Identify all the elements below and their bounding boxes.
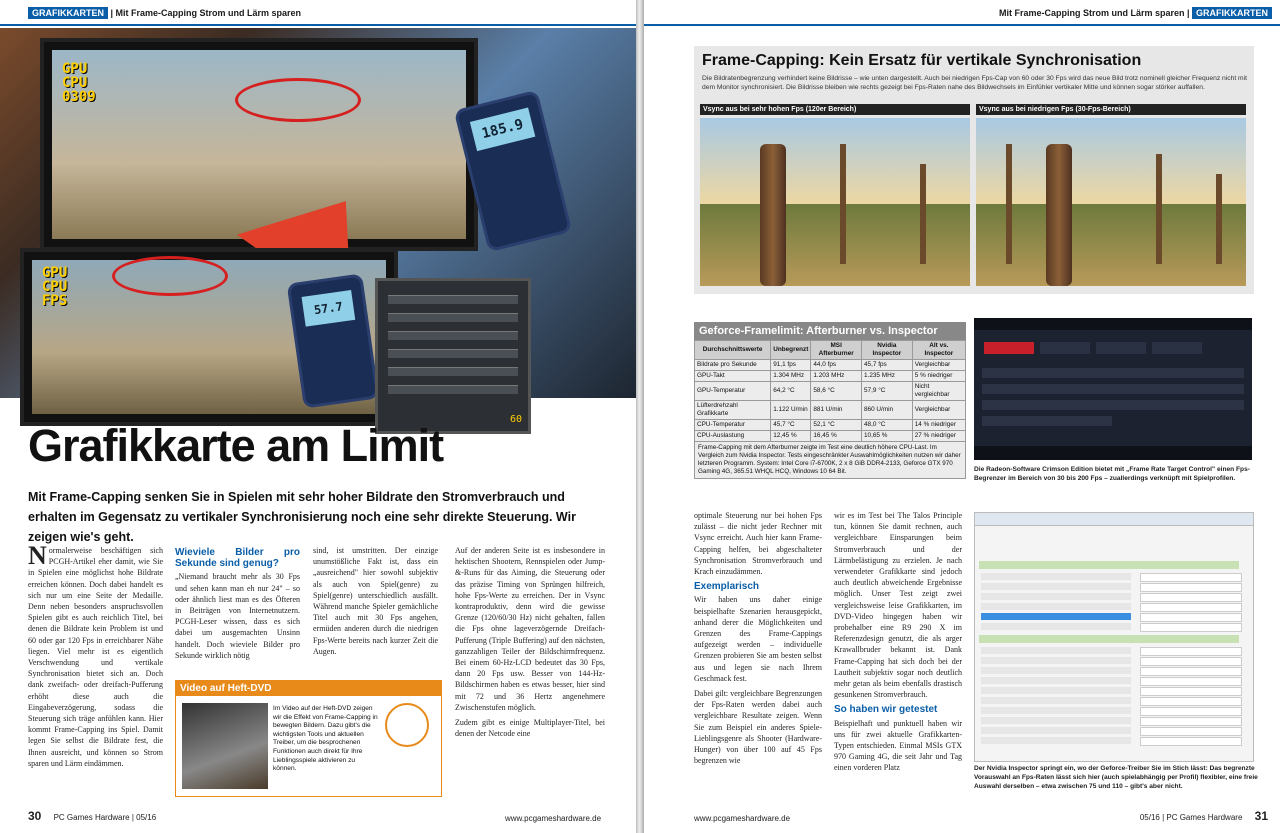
footer-magazine-right: 05/16 | PC Games Hardware — [1139, 813, 1243, 822]
body-text-3: sind, ist umstritten. Der einzige unumstößliche Fakt ist, dass ein „ausreichend" hier sowohl subjektiv als auch von Spiel(genre) zu Spiel(genre) unterschiedlich ausfällt. Während manche Spieler gemächliche Titel auch mit 30 Fps angehen, ermüden anderen durch die niedrigen Fps-Werte bereits nach kurzer Zeit die Augen. — [313, 546, 438, 656]
screenshot-high-fps — [700, 104, 970, 286]
body-column-3 — [313, 545, 438, 661]
right-header-rule — [644, 24, 1280, 26]
left-footer — [28, 809, 156, 823]
nvidia-inspector-screenshot — [974, 512, 1254, 762]
right-body-text-2: wir es im Test bei The Talos Principle tun, können Sie damit rechnen, auch vergleichbare Einsparungen beim Stromverbrauch und der Lärmbelästigung zu erzielen. Je nach verwendeter Grafikkarte sind jedoch auch deutlich abweichende Ergebnisse möglich. Unser Test zeigt zwei vergleichsweise leise Grafikkarten, im DVD-Video hingegen haben wir probehalber eine R9 290 X im Referenzdesign genutzt, die als arger Krawallbruder bekannt ist. Dank Frame-Capping hat sich doch bei der Lautheit subjektiv sogar noch deutlich mehr getan als beim ebenfalls drastisch gesunkenen Stromverbrauch. — [834, 511, 962, 700]
article-lede: Mit Frame-Capping senken Sie in Spielen mit sehr hoher Bildrate den Stromverbrauch und erhalten im Gegensatz zu vertikaler Synchronisierung noch eine sehr direkte Steuerung. Wir zeigen wie's geht. — [28, 490, 576, 544]
infobox-text: Die Bildratenbegrenzung verhindert keine Bildrisse – wie unten dargestellt. Auch bei niedrigen Fps-Cap von 60 oder 30 Fps wird das neue Bild trotz nominell gleicher Frequenz nicht mit dem Monitor synchronisiert. Die Bildrisse bleiben wie rechts gezeigt bei Fps-Raten nahe des Bildwechsels im Einfühler vertikaler Mitte und können sogar störker auffallen. — [702, 75, 1247, 91]
right-body-text-1c: Dabei gilt: vergleichbare Begrenzungen der Fps-Raten werden dabei auch vergleichbare Resultate zeigen. Wenn Sie zum Beispiel ein anderes Spiele-Lieblingsgenre als Shooter (Hardware-Hunger) von über 100 auf 45 Fps begrenzen wie — [694, 689, 822, 766]
hero-image — [0, 28, 636, 425]
right-body-column-1 — [694, 510, 822, 770]
video-thumbnail — [182, 703, 268, 789]
fps-overlay-top: GPU CPU 0309 — [62, 61, 96, 105]
subheading-frames: Wieviele Bilder pro Sekunde sind genug? — [175, 547, 300, 570]
page-number-right: 31 — [1254, 809, 1268, 823]
screenshot-low-fps — [976, 104, 1246, 286]
body-text-4: Auf der anderen Seite ist es insbesondere in hektischen Shootern, Rennspielen oder Jump-&-Runs für das Aiming, die Steuerung oder das präzise Timing von Sprüngen hilfreich, hohe Fps-Werte zu erreichen. Der in Vsync kontraproduktiv, denn wird die gewisse Grenze (120/60/30 Hz) nicht gehalten, fallen die Fps ohne lageverzögernde Dreifach-Pufferung (Triple Buffering) auf den nächsten, ganzzahligen Teiler der Bildschirmfrequenz. Bei einem 60-Hz-LCD bedeutet das 30 Fps, dann 20 Fps usw. Besser von 144-Hz-Bildschirmen haben es etwas besser, hier sind mit 72 und 36 Hertz angenehmere Zwischenstufen möglich. — [455, 546, 605, 712]
body-text-1: ormalerweise beschäftigen sich PCGH-Artikel eher damit, wie Sie in Spielen eine möglichst hohe Bildrate erreichen können. Doch dabei handelt es sich nur um eine Seite der Medaille. Denn neben besonders anspruchsvollen Spielen gibt es auch reichlich Titel, bei denen die Bildrate kein Problem ist und 60 oder gar 120 Fps in erreichbarer Nähe liegen. Viel mehr ist es eigentlich Verschwendung und vertikale Synchronisation bietet sich an. Doch dank zweifach- oder dreifach-Pufferung erhöht diese auch die Eingabeverzögerung, sodass die Steuerung sich träge anfühlen kann. Hier kommt Frame-Capping ins Spiel. Damit legen Sie selbst die Bildrate fest, die Ihnen ausreicht, und können so Strom sparen und Lärm eindämmen. — [28, 546, 163, 768]
table-row: Bildrate pro Sekunde 91,1 fps 44,0 fps 45,7 fps Vergleichbar — [695, 360, 966, 371]
body-text-4b: Zudem gibt es einige Multiplayer-Titel, bei denen der Netcode eine — [455, 718, 605, 739]
footer-url-left: www.pcgameshardware.de — [505, 814, 602, 823]
right-body-text-2b: Beispielhaft und punktuell haben wir uns für zwei aktuelle Grafikkarten-Typen entschieden. Einmal MSIs GTX 970 Gaming 4G, die seit Jahr und Tag einen vorderen Platz — [834, 718, 962, 773]
page-gutter — [636, 0, 644, 833]
infobox-title: Frame-Capping: Kein Ersatz für vertikale Synchronisation — [702, 52, 1142, 69]
right-page — [644, 0, 1280, 833]
right-header-tag: GRAFIKKARTEN — [1192, 7, 1272, 19]
meter-top-display: 185.9 — [470, 107, 535, 151]
right-header — [999, 8, 1272, 22]
table-row: GPU-Temperatur 64,2 °C 58,6 °C 57,9 °C Nicht vergleichbar — [695, 382, 966, 401]
left-page — [0, 0, 636, 833]
dvd-disc-icon — [385, 703, 429, 747]
footer-url-right: www.pcgameshardware.de — [694, 814, 791, 823]
body-column-2 — [175, 545, 300, 665]
body-column-4 — [455, 545, 605, 743]
table-row: CPU-Temperatur 45,7 °C 52,1 °C 48,0 °C 14 % niedriger — [695, 420, 966, 431]
screenshot-low-fps-caption: Vsync aus bei niedrigen Fps (30-Fps-Bereich) — [976, 104, 1246, 115]
radeon-caption: Die Radeon-Software Crimson Edition bietet mit „Frame Rate Target Control" einen Fps-Begrenzer im Bereich von 30 bis 200 Fps – zuallerdings verknüpft mit Spielprofilen. — [974, 466, 1250, 482]
article-title: Grafikkarte am Limit — [28, 420, 444, 471]
table-row: CPU-Auslastung 12,45 % 16,45 % 10,65 % 27 % niedriger — [695, 431, 966, 442]
video-box-text: Im Video auf der Heft-DVD zeigen wir die Effekt von Frame-Capping in bewegten Bildern. Dazu gibt's die wichtigsten Tools und aktuellen Treiber, um die besprochenen Funktionen auch direkt für Ihre Lieblingsspiele aktivieren zu können. — [273, 705, 378, 773]
right-body-column-2 — [834, 510, 962, 778]
left-header-title: | Mit Frame-Capping Strom und Lärm sparen — [108, 8, 302, 18]
video-box-heading: Video auf Heft-DVD — [176, 681, 441, 696]
right-header-title: Mit Frame-Capping Strom und Lärm sparen | — [998, 8, 1192, 18]
right-footer — [1140, 809, 1268, 823]
footer-magazine-left: PC Games Hardware | 05/16 — [53, 813, 157, 822]
body-column-1 — [28, 541, 163, 773]
left-header-rule — [0, 24, 636, 26]
software-window-label: 60 — [509, 414, 522, 425]
table-header-row: Durchschnittswerte Unbegrenzt MSI Afterburner Nvidia Inspector Alt vs. Inspector — [695, 341, 966, 360]
right-body-text-1: optimale Steuerung nur bei hohen Fps zulässt – die nicht jeder Rechner mit Vsync erreicht. Auch hier kann Frame-Capping helfen, bei abgeschalteter Synchronisation Stromverbrauch und Krach einzudämmen. — [694, 511, 822, 577]
table-title: Geforce-Framelimit: Afterburner vs. Inspector — [694, 322, 966, 340]
highlight-ellipse-top — [235, 78, 361, 122]
fps-overlay-bottom: GPU CPU FPS — [42, 265, 68, 309]
table-row: GPU-Takt 1.304 MHz 1.203 MHz 1.235 MHz 5 % niedriger — [695, 371, 966, 382]
table-row: Lüfterdrehzahl Grafikkarte 1.122 U/min 881 U/min 860 U/min Vergleichbar — [695, 401, 966, 420]
highlight-ellipse-bottom — [112, 256, 228, 296]
software-window — [375, 278, 531, 434]
screenshot-high-fps-caption: Vsync aus bei sehr hohen Fps (120er Bereich) — [700, 104, 970, 115]
body-text-2: „Niemand braucht mehr als 30 Fps und sehen kann man eh nur 24" – so oder ähnlich liest man es des Öfteren in Beiträgen von Internetnutzern. PCGH-Leser wissen, dass es sich dabei um ausgemachten Unsinn handelt. Doch wieviele Bilder pro Sekunde wirklich nötig — [175, 572, 300, 660]
radeon-settings-screenshot — [974, 318, 1252, 460]
left-header — [28, 8, 301, 22]
nvidia-caption: Der Nvidia Inspector springt ein, wo der Geforce-Treiber Sie im Stich lässt: Das begrenzte Vorauswahl an Fps-Raten lässt sich hier (auch spielabhängig per Profil) flexibler, eine freie Auswahl derselben – etwa zwischen 75 und 110 – gibt's aber nicht. — [974, 765, 1258, 790]
dropcap: N — [28, 541, 47, 570]
right-body-text-1b: Wir haben uns daher einige beispielhafte Szenarien herausgepickt, anhand derer die Möglichkeiten und Grenzen des Frame-Cappings aufgezeigt werden – individuelle Grenzen probieren Sie am besten selbst aus und legen sie nach Ihrem Geschmack fest. — [694, 595, 822, 683]
meter-bottom-display: 57.7 — [302, 290, 356, 327]
subheading-exemplarisch: Exemplarisch — [694, 581, 760, 593]
comparison-table — [694, 322, 966, 479]
table-note: Frame-Capping mit dem Afterburner zeigte im Test eine deutlich höhere CPU-Last. Im Vergleich zum Nvidia Inspector. Tests eingeschränkter Auswahlmöglichkeiten nutzen wir daher letzteren Programm. System: Intel Core i7-6700K, 2 x 8 GiB DDR4-2133, Geforce GTX 970 Gaming 4G, 365.51 WHQL HCQ, Windows 10 64 Bit. — [694, 442, 966, 479]
subheading-test: So haben wir getestet — [834, 704, 938, 716]
page-number-left: 30 — [28, 809, 42, 823]
video-box — [175, 680, 442, 797]
infobox-frame-capping — [694, 46, 1254, 294]
left-header-tag: GRAFIKKARTEN — [28, 7, 108, 19]
